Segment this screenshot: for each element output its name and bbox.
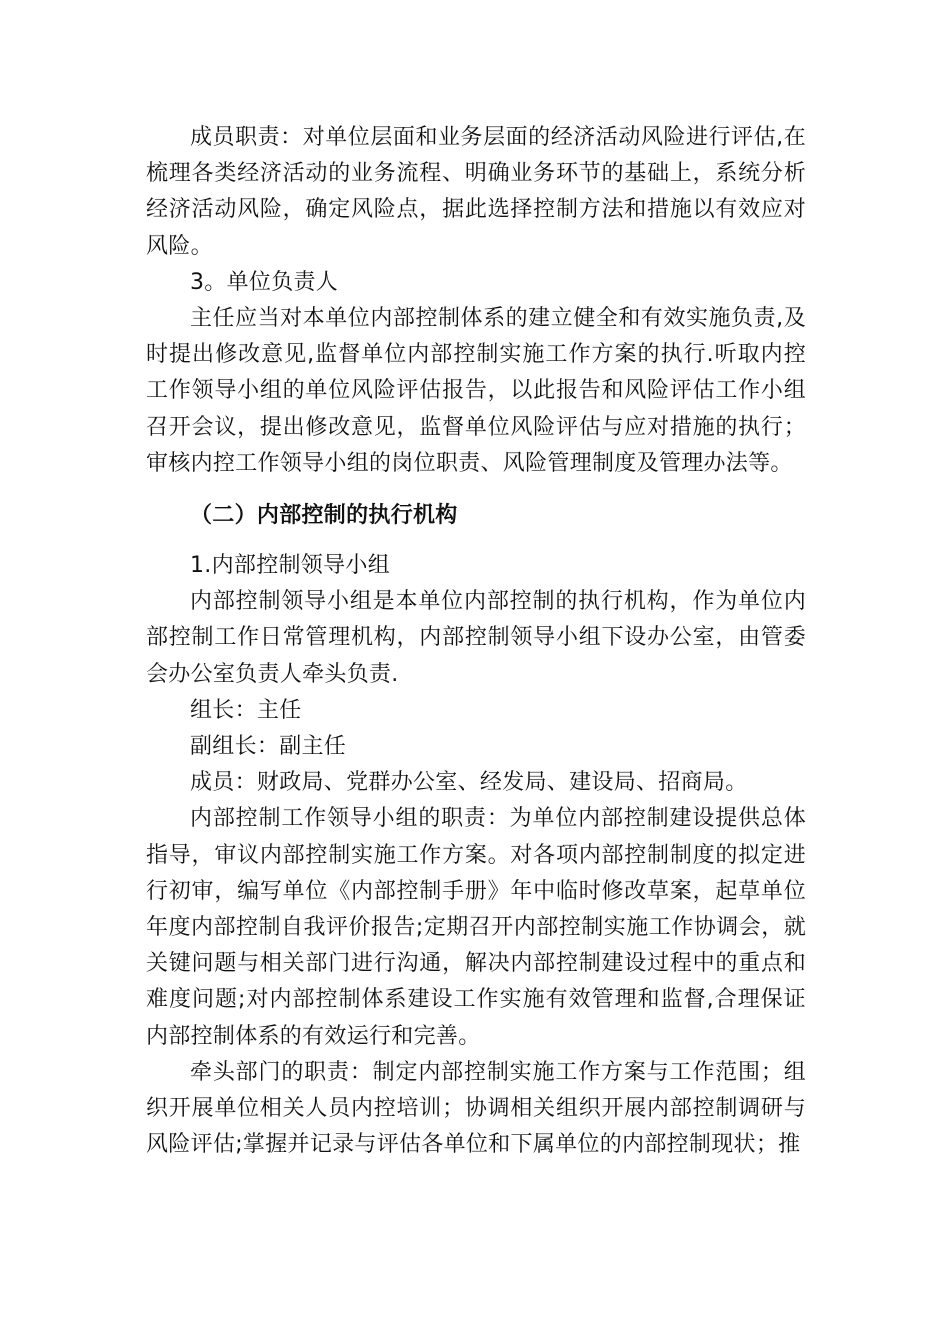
paragraph-members: 成员：财政局、党群办公室、经发局、建设局、招商局。 [190, 770, 748, 796]
document-body [146, 120, 806, 1163]
paragraph-unit-head-title: 3。单位负责人 [190, 269, 339, 295]
paragraph-lead-dept-duties: 牵头部门的职责：制定内部控制实施工作方案与工作范围；组织开展单位相关人员内控培训；协调相关组织开展内部控制调研与风险评估;掌握并记录与评估各单位和下属单位的内部控制现状；推 [146, 1059, 806, 1158]
paragraph-group-leader: 组长：主任 [190, 697, 302, 723]
paragraph-group-duties: 内部控制工作领导小组的职责：为单位内部控制建设提供总体指导，审议内部控制实施工作方案。对各项内部控制制度的拟定进行初审，编写单位《内部控制手册》年中临时修改草案，起草单位年度内部控制自我评价报告;定期召开内部控制实施工作协调会，就关键问题与相关部门进行沟通，解决内部控制建设过程中的重点和难度问题;对内部控制体系建设工作实施有效管理和监督,合理保证内部控制体系的有效运行和完善。 [146, 806, 806, 1049]
paragraph-leading-group-desc: 内部控制领导小组是本单位内部控制的执行机构，作为单位内部控制工作日常管理机构，内部控制领导小组下设办公室，由管委会办公室负责人牵头负责. [146, 589, 806, 687]
paragraph-member-duties: 成员职责：对单位层面和业务层面的经济活动风险进行评估,在梳理各类经济活动的业务流程、明确业务环节的基础上，系统分析经济活动风险，确定风险点，据此选择控制方法和措施以有效应对风险。 [146, 125, 806, 259]
paragraph-deputy-leader: 副组长：副主任 [190, 734, 347, 760]
paragraph-director-duties: 主任应当对本单位内部控制体系的建立健全和有效实施负责,及时提出修改意见,监督单位内部控制实施工作方案的执行.听取内控工作领导小组的单位风险评估报告，以此报告和风险评估工作小组召开会议，提出修改意见，监督单位风险评估与应对措施的执行；审核内控工作领导小组的岗位职责、风险管理制度及管理办法等。 [146, 306, 806, 476]
section-heading: （二）内部控制的执行机构 [190, 503, 458, 529]
paragraph-leading-group-title: 1.内部控制领导小组 [190, 553, 390, 579]
